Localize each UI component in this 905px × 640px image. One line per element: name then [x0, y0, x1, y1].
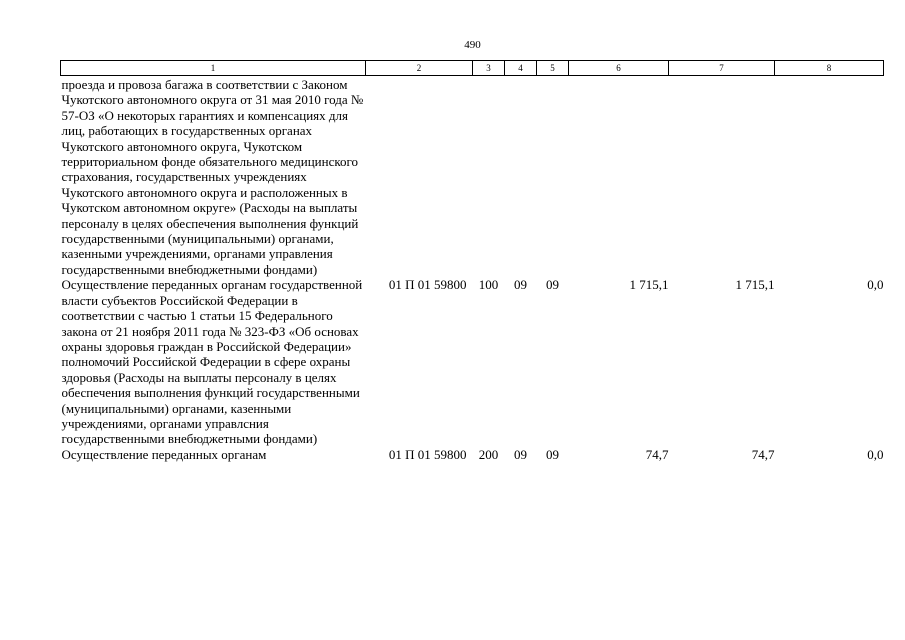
- header-cell-5: 5: [537, 61, 569, 76]
- row-col5: [537, 76, 569, 278]
- row-col4: 09: [514, 277, 527, 293]
- row-col6: 74,7: [645, 446, 669, 462]
- row-col7: 74,7: [751, 446, 775, 462]
- row-col3: 200: [478, 446, 499, 462]
- row-col7: [669, 76, 775, 278]
- header-cell-4: 4: [505, 61, 537, 76]
- row-col4: 09: [514, 446, 527, 462]
- row-col3: [473, 76, 505, 278]
- row-col3: 100: [478, 277, 499, 293]
- row-col8: [775, 76, 884, 278]
- row-description: Осуществление переданных органам: [61, 446, 267, 462]
- row-col6: [569, 76, 669, 278]
- header-cell-1: 1: [61, 61, 366, 76]
- row-description: Осуществление переданных органам государственной власти субъектов Российской Федерации в соответствии с частью 1 статьи 15 Федерального закона от 21 ноября 2011 года № 323-ФЗ «Об основах охраны здоровья граждан в Российской Федерации» полномочий Российской Федерации в сфере охраны здоровья (Расходы на выплаты персоналу в целях обеспечения выполнения функций государственными (муниципальными) органами, казенными учреждениями, органами управлсния государственными внебюджетными фондами): [61, 277, 363, 447]
- row-col5: 09: [546, 277, 559, 293]
- table-row: [61, 447, 884, 462]
- table-row: [61, 76, 884, 278]
- row-col8: 0,0: [867, 446, 884, 462]
- row-col7: 1 715,1: [735, 277, 775, 293]
- row-code: [366, 76, 473, 278]
- row-col5: 09: [546, 446, 559, 462]
- row-code: 01 П 01 59800: [388, 446, 467, 462]
- row-col8: 0,0: [867, 277, 884, 293]
- header-cell-2: 2: [366, 61, 473, 76]
- header-cell-7: 7: [669, 61, 775, 76]
- header-cell-8: 8: [775, 61, 884, 76]
- table-row: [61, 277, 884, 446]
- row-col6: 1 715,1: [629, 277, 669, 293]
- page-number: 490: [464, 39, 481, 51]
- row-code: 01 П 01 59800: [388, 277, 467, 293]
- row-col4: [505, 76, 537, 278]
- header-cell-6: 6: [569, 61, 669, 76]
- header-cell-3: 3: [473, 61, 505, 76]
- row-description: проезда и провоза багажа в соответствии с Законом Чукотского автономного округа от 31 мая 2010 года № 57-ОЗ «О некоторых гарантиях и компенсациях для лиц, работающих в государственных органах Чукотского автономного округа, Чукотском территориальном фонде обязательного медицинского страхования, государственных учреждениях Чукотского автономного округа и расположенных в Чукотском автономном округе» (Расходы на выплаты персоналу в целях обеспечения выполнения функций государственными (муниципальными) органами, казенными учреждениями, органами управления государственными внебюджетными фондами): [61, 77, 364, 277]
- budget-table: [60, 60, 884, 462]
- header-row: [61, 61, 884, 76]
